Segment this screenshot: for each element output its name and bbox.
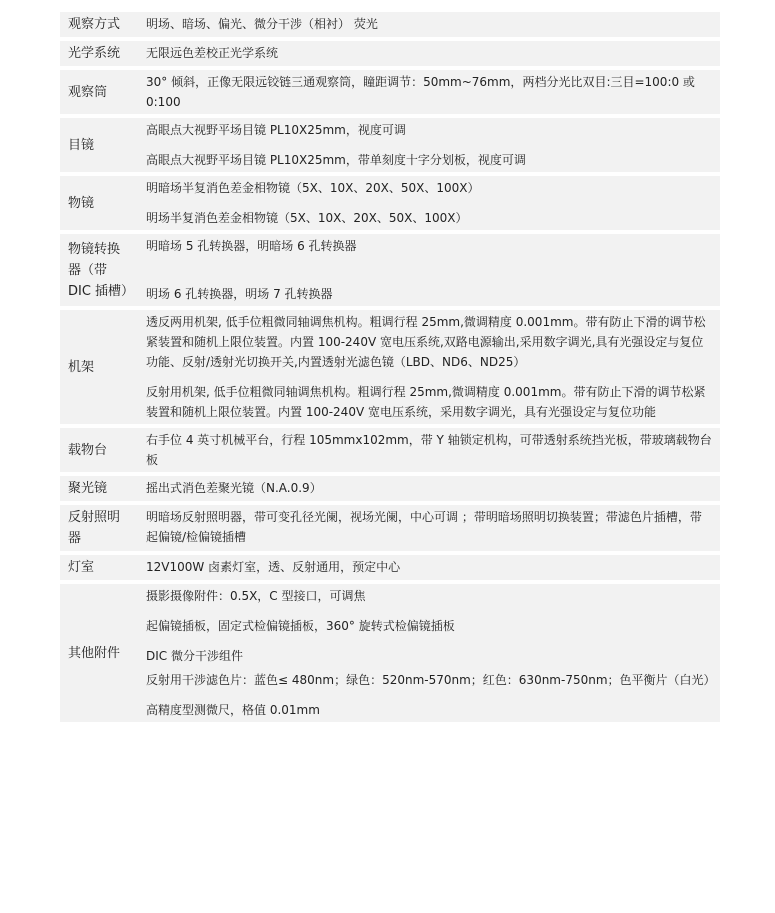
row-value (134, 41, 720, 66)
spec-table (60, 8, 720, 726)
table-row (60, 555, 720, 580)
value-item: 30° 倾斜，正像无限远铰链三通观察筒，瞳距调节：50mm~76mm，两档分光比双目:三目=100:0 或 0:100 (146, 75, 695, 109)
table-row (60, 41, 720, 66)
table-row (60, 234, 720, 306)
value-item: 明场、暗场、偏光、微分干涉（相衬） 荧光 (146, 17, 378, 31)
value-item: 明暗场半复消色差金相物镜（5X、10X、20X、50X、100X） (146, 181, 480, 195)
row-label: 聚光镜 (60, 476, 134, 501)
row-label: 载物台 (60, 428, 134, 472)
row-value (134, 234, 720, 306)
value-item: 右手位 4 英寸机械平台，行程 105mmx102mm，带 Y 轴锁定机构，可带透射系统挡光板，带玻璃载物台板 (146, 433, 712, 467)
value-item: 透反两用机架, 低手位粗微同轴调焦机构。粗调行程 25mm,微调精度 0.001mm。带有防止下滑的调节松紧装置和随机上限位装置。内置 100-240V 宽电压系统,双路电源输出,采用数字调光,具有光强设定与复位功能、反射/透射光切换开关,内置透射光滤色镜（LBD、ND6、ND25） (146, 315, 706, 369)
row-value (134, 310, 720, 424)
row-label: 物镜转换器（带 DIC 插槽） (60, 234, 134, 306)
row-value (134, 505, 720, 551)
value-item: 高眼点大视野平场目镜 PL10X25mm，视度可调 (146, 123, 406, 137)
table-row (60, 428, 720, 472)
value-item: 反射用机架, 低手位粗微同轴调焦机构。粗调行程 25mm,微调精度 0.001mm。带有防止下滑的调节松紧装置和随机上限位装置。内置 100-240V 宽电压系统，采用数字调光，具有光强设定与复位功能 (146, 385, 706, 419)
row-value (134, 584, 720, 722)
value-item: 摄影摄像附件：0.5X，C 型接口，可调焦 (146, 589, 366, 603)
table-row (60, 505, 720, 551)
table-row (60, 310, 720, 424)
row-label: 光学系统 (60, 41, 134, 66)
value-item: 无限远色差校正光学系统 (146, 46, 279, 60)
row-value (134, 118, 720, 172)
value-item: 高精度型测微尺，格值 0.01mm (146, 703, 320, 717)
value-item: DIC 微分干涉组件 (146, 649, 243, 663)
value-item: 起偏镜插板，固定式检偏镜插板，360° 旋转式检偏镜插板 (146, 619, 455, 633)
row-value (134, 555, 720, 580)
row-label: 物镜 (60, 176, 134, 230)
value-item: 12V100W 卤素灯室，透、反射通用，预定中心 (146, 560, 401, 574)
value-item: 明暗场反射照明器，带可变孔径光阑，视场光阑，中心可调 ；带明暗场照明切换装置；带滤色片插槽，带起偏镜/检偏镜插槽 (146, 510, 702, 544)
table-row (60, 584, 720, 722)
row-value (134, 476, 720, 501)
table-row (60, 70, 720, 114)
value-item: 反射用干涉滤色片：蓝色≤ 480nm；绿色：520nm-570nm；红色：630nm-750nm；色平衡片（白光） (146, 673, 716, 687)
table-row (60, 476, 720, 501)
row-value (134, 12, 720, 37)
row-label: 反射照明器 (60, 505, 134, 551)
row-value (134, 176, 720, 230)
table-row (60, 118, 720, 172)
table-row (60, 12, 720, 37)
value-item: 高眼点大视野平场目镜 PL10X25mm，带单刻度十字分划板，视度可调 (146, 153, 526, 167)
row-label: 机架 (60, 310, 134, 424)
row-value (134, 428, 720, 472)
row-label: 灯室 (60, 555, 134, 580)
row-label: 目镜 (60, 118, 134, 172)
value-item: 明暗场 5 孔转换器，明暗场 6 孔转换器 (146, 239, 357, 253)
table-row (60, 176, 720, 230)
row-value (134, 70, 720, 114)
row-label: 观察方式 (60, 12, 134, 37)
value-item: 明场半复消色差金相物镜（5X、10X、20X、50X、100X） (146, 211, 468, 225)
value-item: 摇出式消色差聚光镜（N.A.0.9） (146, 481, 322, 495)
value-item: 明场 6 孔转换器，明场 7 孔转换器 (146, 287, 333, 301)
row-label: 其他附件 (60, 584, 134, 722)
row-label: 观察筒 (60, 70, 134, 114)
